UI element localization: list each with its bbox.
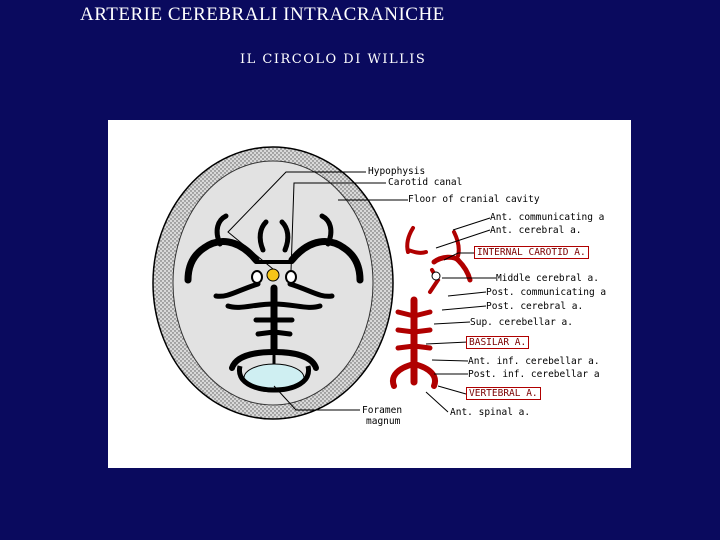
label-ant-inf-cerebellar: Ant. inf. cerebellar a. — [468, 356, 600, 367]
label-post-cerebral: Post. cerebral a. — [486, 301, 584, 312]
slide-subtitle: IL CIRCOLO DI WILLIS — [240, 52, 427, 67]
label-post-inf-cerebellar: Post. inf. cerebellar a — [468, 369, 600, 380]
hypophysis-dot — [267, 269, 279, 281]
label-middle-cerebral: Middle cerebral a. — [496, 273, 599, 284]
label-sup-cerebellar: Sup. cerebellar a. — [470, 317, 573, 328]
carotid-canal-left — [252, 271, 262, 283]
circle-of-willis-figure — [108, 120, 631, 468]
label-foramen: Foramen — [362, 405, 403, 416]
slide-title: ARTERIE CEREBRALI INTRACRANICHE — [80, 4, 445, 25]
label-vertebral: VERTEBRAL A. — [466, 387, 541, 400]
label-carotid-canal: Carotid canal — [388, 177, 463, 188]
red-artery-tree — [393, 228, 470, 386]
label-ant-communicating: Ant. communicating a — [490, 212, 605, 223]
carotid-canal-right — [286, 271, 296, 283]
label-ant-spinal: Ant. spinal a. — [450, 407, 531, 418]
label-magnum: magnum — [366, 416, 401, 427]
label-internal-carotid: INTERNAL CAROTID A. — [474, 246, 589, 259]
label-hypophysis: Hypophysis — [368, 166, 426, 177]
label-post-communicating: Post. communicating a — [486, 287, 607, 298]
red-carotid-marker — [432, 272, 440, 280]
label-ant-cerebral: Ant. cerebral a. — [490, 225, 582, 236]
label-floor-of-cranial-cavity: Floor of cranial cavity — [408, 194, 540, 205]
label-basilar: BASILAR A. — [466, 336, 529, 349]
